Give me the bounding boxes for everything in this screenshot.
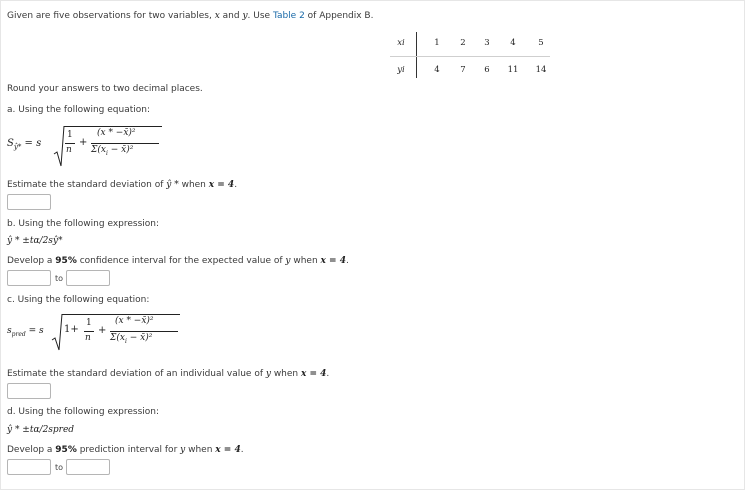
to-label: to <box>55 274 64 283</box>
intro-text-c: of Appendix B. <box>304 11 374 21</box>
formula-c: $s_{pred} = s$ 1+ 1 n + (x * −x̄)² $\Sigma(x_i$ − x̄)² <box>7 312 187 358</box>
y-row-label: yi <box>397 65 405 75</box>
y-value: 7 <box>460 65 466 75</box>
var-x: x <box>214 11 220 21</box>
x-value: 1 <box>434 38 440 48</box>
table-2-link[interactable]: Table 2 <box>272 11 305 21</box>
part-d-heading: d. Using the following expression: <box>7 407 160 417</box>
answer-b-upper-input[interactable] <box>66 270 110 286</box>
x-value: 2 <box>460 38 466 48</box>
part-b-heading: b. Using the following expression: <box>7 219 160 229</box>
part-c-question: Estimate the standard deviation of an individual value of y when x = 4. <box>7 369 330 379</box>
x-row-label: xi <box>397 38 405 48</box>
part-c-heading: c. Using the following equation: <box>7 295 150 305</box>
round-note: Round your answers to two decimal places. <box>7 84 203 94</box>
formula-a: $S_{ŷ*} = s$ 1 n + (x * −x̄)² $\Sigma(x_i$ − x̄)² <box>7 124 167 170</box>
sqrt-symbol <box>51 314 63 352</box>
x-value: 3 <box>484 38 490 48</box>
x-value: 5 <box>538 38 544 48</box>
part-a-heading: a. Using the following equation: <box>7 105 150 115</box>
table-row-divider <box>390 56 550 57</box>
part-d-question: Develop a 95% prediction interval for y when x = 4. <box>7 445 244 455</box>
answer-c-input[interactable] <box>7 383 51 399</box>
y-value: 4 <box>434 65 440 75</box>
answer-d-upper-input[interactable] <box>66 459 110 475</box>
y-value: 6 <box>484 65 490 75</box>
intro-and: and <box>219 11 243 21</box>
answer-d-lower-input[interactable] <box>7 459 51 475</box>
x-value: 4 <box>510 38 516 48</box>
var-y: y <box>242 11 248 21</box>
part-d-expression: ŷ * ±tα/2spred <box>7 425 75 435</box>
intro-text-a: Given are five observations for two variables, <box>7 11 215 21</box>
answer-b-lower-input[interactable] <box>7 270 51 286</box>
to-label: to <box>55 463 64 472</box>
y-value: 11 <box>507 65 519 75</box>
part-a-question: Estimate the standard deviation of ŷ * when x = 4. <box>7 180 238 190</box>
sqrt-symbol <box>53 126 65 168</box>
intro-text-b: . Use <box>247 11 273 21</box>
part-b-expression: ŷ * ±tα/2sŷ* <box>7 236 63 246</box>
answer-a-input[interactable] <box>7 194 51 210</box>
part-b-question: Develop a 95% confidence interval for the expected value of y when x = 4. <box>7 256 349 266</box>
table-divider <box>416 32 417 78</box>
intro-text <box>7 11 373 21</box>
y-value: 14 <box>535 65 547 75</box>
